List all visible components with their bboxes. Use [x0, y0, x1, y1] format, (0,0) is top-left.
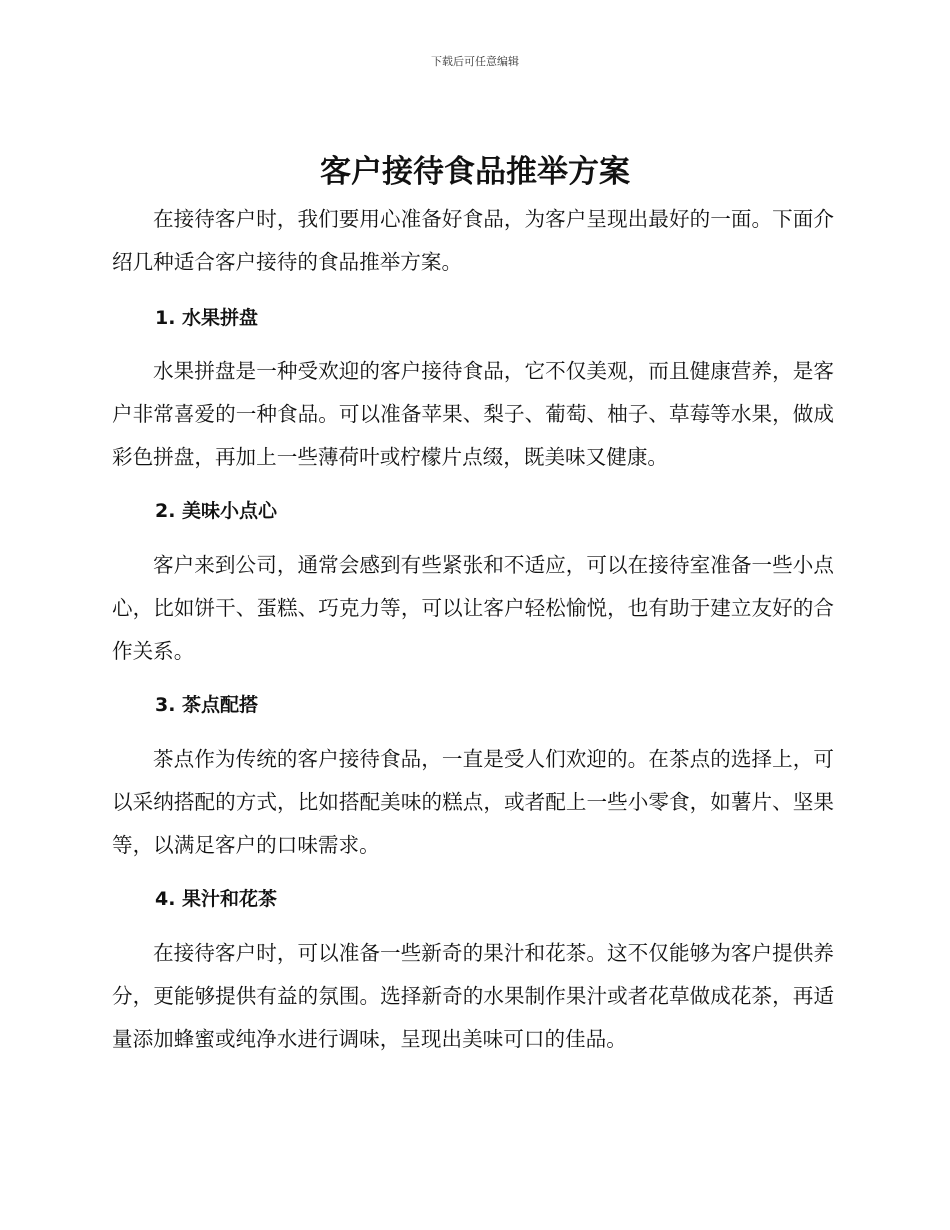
page-header-note: 下载后可任意编辑 [431, 55, 519, 68]
intro-paragraph: 在接待客户时，我们要用心准备好食品，为客户呈现出最好的一面。下面介绍几种适合客户接待的食品推举方案。 [112, 207, 834, 274]
section-body-juice-tea: 在接待客户时，可以准备一些新奇的果汁和花茶。这不仅能够为客户提供养分，更能够提供有益的氛围。选择新奇的水果制作果汁或者花草做成花茶，再适量添加蜂蜜或纯净水进行调味，呈现出美味可口的佳品。 [112, 941, 834, 1051]
section-body-snacks: 客户来到公司，通常会感到有些紧张和不适应，可以在接待室准备一些小点心，比如饼干、蛋糕、巧克力等，可以让客户轻松愉悦，也有助于建立友好的合作关系。 [112, 553, 834, 663]
section-heading-juice-tea: 4. 果汁和花茶 [155, 888, 278, 910]
document-title: 客户接待食品推举方案 [320, 154, 630, 190]
section-body-tea-pairing: 茶点作为传统的客户接待食品，一直是受人们欢迎的。在茶点的选择上，可以采纳搭配的方式，比如搭配美味的糕点，或者配上一些小零食，如薯片、坚果等，以满足客户的口味需求。 [112, 747, 834, 857]
section-heading-snacks: 2. 美味小点心 [155, 500, 278, 522]
section-body-fruit-platter: 水果拼盘是一种受欢迎的客户接待食品，它不仅美观，而且健康营养，是客户非常喜爱的一种食品。可以准备苹果、梨子、葡萄、柚子、草莓等水果，做成彩色拼盘，再加上一些薄荷叶或柠檬片点缀，既美味又健康。 [112, 359, 834, 469]
section-heading-tea-pairing: 3. 茶点配搭 [155, 694, 259, 716]
section-heading-fruit-platter: 1. 水果拼盘 [155, 307, 259, 329]
